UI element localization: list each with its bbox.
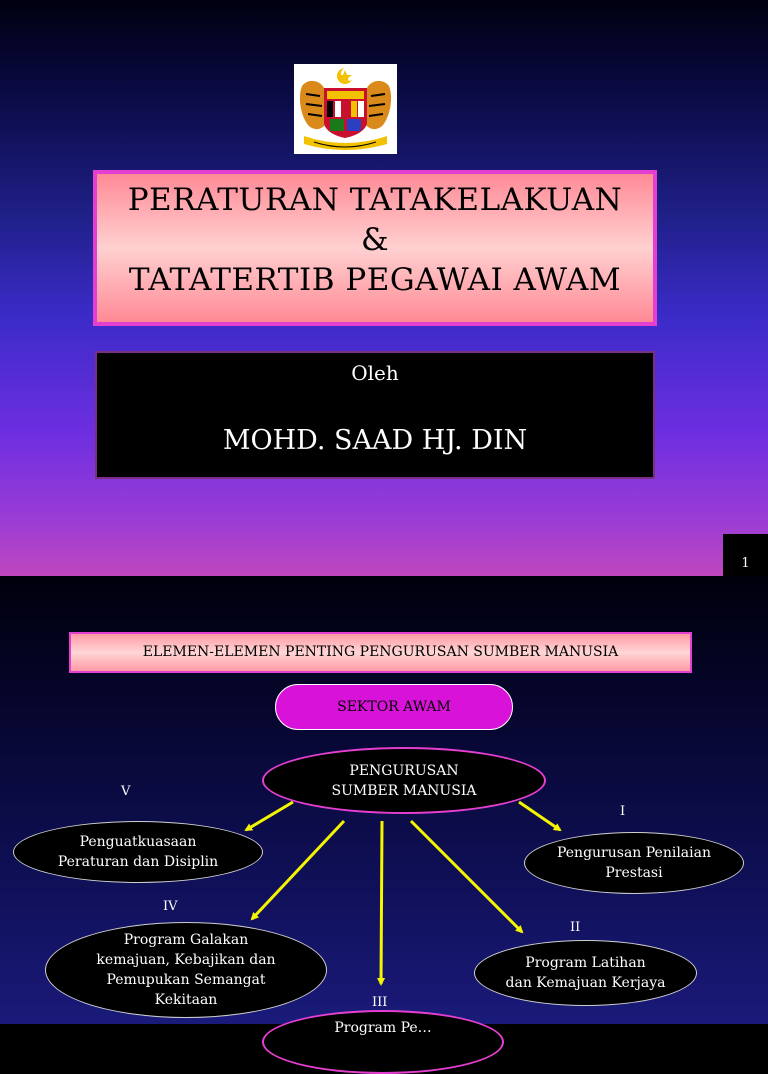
roman-label-v: V [121,784,131,799]
node-iii-line-1: Program Pe… [334,1020,432,1036]
roman-label-ii: II [570,920,581,935]
diagram-slide [0,576,768,1036]
node-enforcement [13,821,263,883]
coat-of-arms-logo [294,64,397,154]
node-iii-partial [262,1010,504,1074]
arrow-to-iv [252,821,344,919]
hrm-center-node [262,747,546,814]
page-number: 1 [723,534,768,576]
arrow-to-ii [411,821,522,932]
slide-header: ELEMEN-ELEMEN PENTING PENGURUSAN SUMBER MANUSIA [69,632,692,673]
node-welfare-program [45,922,327,1018]
arrow-to-i [519,802,560,830]
title-line-3: TATATERTIB PEGAWAI AWAM [128,262,622,298]
roman-label-iii: III [372,995,388,1010]
node-ii-line-2: dan Kemajuan Kerjaya [505,975,666,991]
node-ii-line-1: Program Latihan [525,955,646,971]
node-i-line-1: Pengurusan Penilaian [556,845,711,861]
node-i-line-2: Prestasi [605,865,663,881]
presentation-title [93,170,657,326]
node-iv-line-3: Pemupukan Semangat [106,972,266,988]
node-iv-line-2: kemajuan, Kebajikan dan [96,952,276,968]
title-line-2: & [360,222,390,258]
sector-label: SEKTOR AWAM [275,684,513,730]
node-v-line-1: Penguatkuasaan [79,834,197,850]
author-box [95,351,655,479]
node-iv-line-4: Kekitaan [154,992,218,1008]
roman-label-i: I [620,804,626,819]
node-iv-line-1: Program Galakan [123,932,249,948]
arrow-to-iii [381,821,382,984]
node-training-program [474,940,697,1006]
node-v-line-2: Peraturan dan Disiplin [57,854,219,870]
by-label: Oleh [351,361,399,385]
title-line-1: PERATURAN TATAKELAKUAN [127,182,623,218]
arrow-to-v [246,802,293,830]
node-performance-appraisal [524,832,744,894]
center-line-2: SUMBER MANUSIA [331,782,477,799]
roman-label-iv: IV [163,899,178,914]
author-name: MOHD. SAAD HJ. DIN [222,425,528,456]
center-line-1: PENGURUSAN [349,762,459,779]
coat-of-arms-icon [294,64,397,154]
